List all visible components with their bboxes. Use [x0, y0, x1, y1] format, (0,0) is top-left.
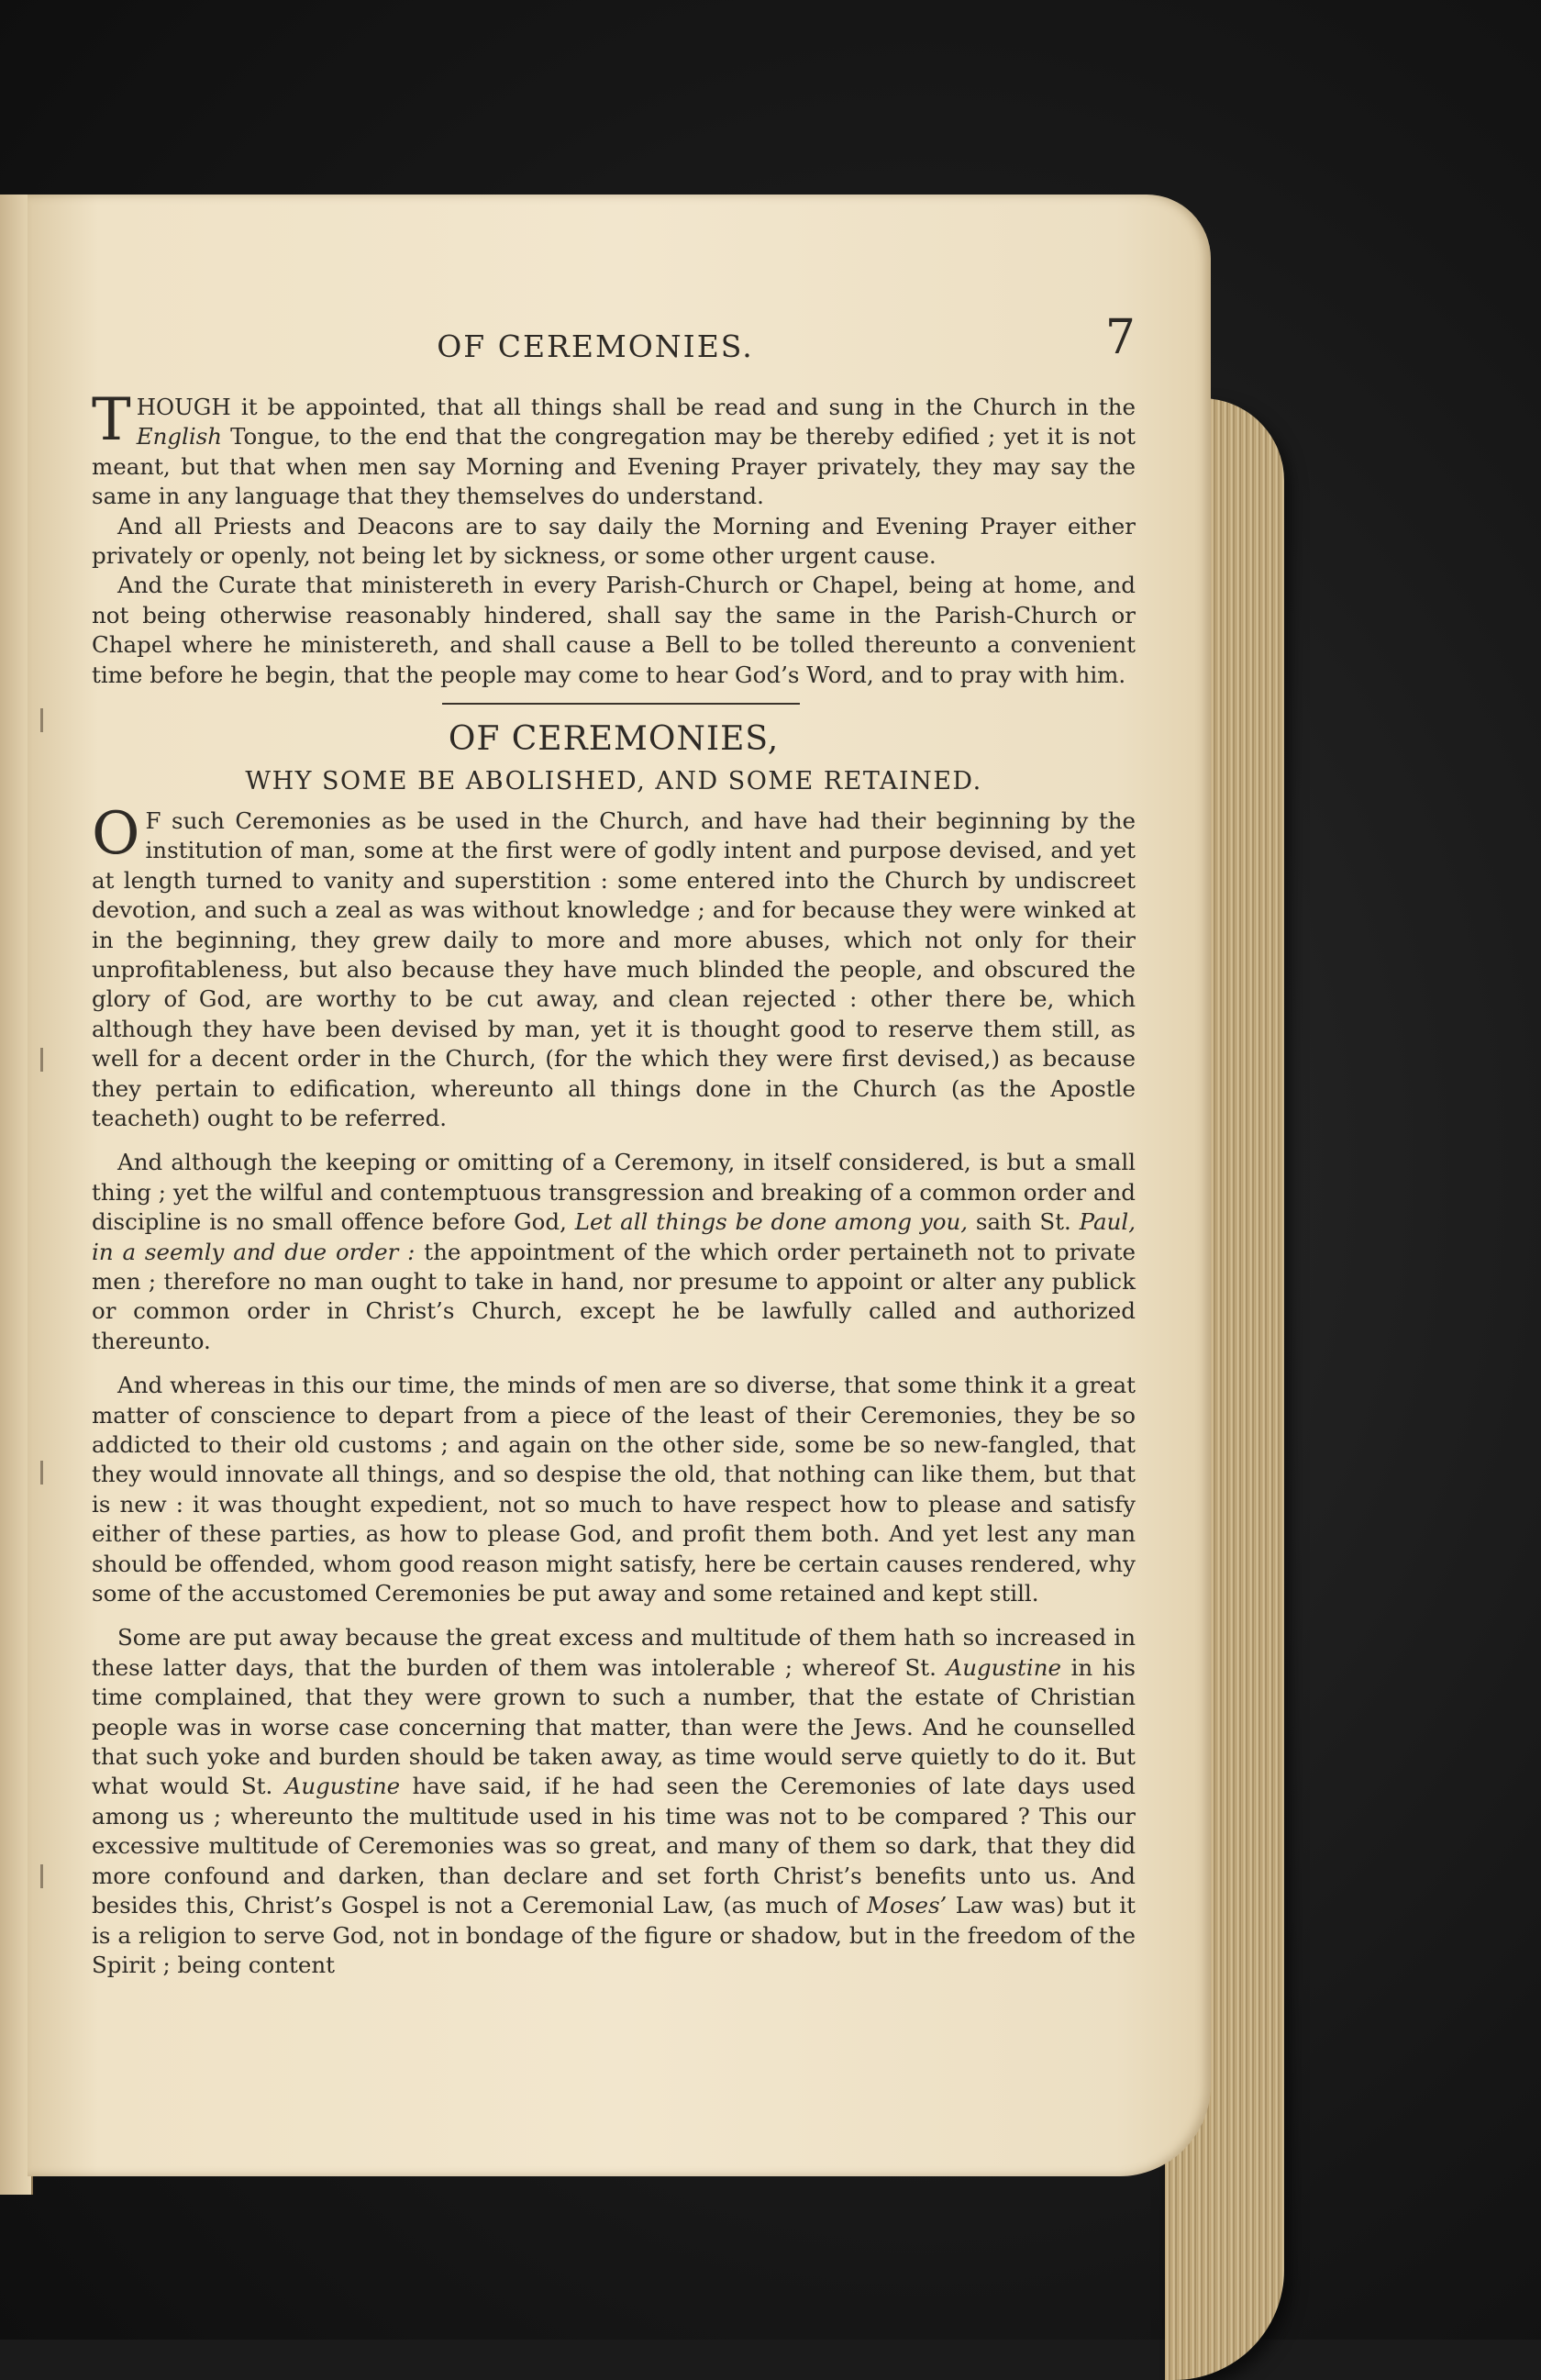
preface-paragraph-3: And the Curate that ministereth in every Parish-Church or Chapel, being at home, and not being otherwise reasonably hindered, shall say the same in the Parish-Church or Chapel where he ministereth, and shall cause a Bell to be tolled thereunto a convenient time before he begin, that the people may come to hear God’s Word, and to pray with him.: [92, 572, 1136, 688]
margin-mark: [40, 1864, 43, 1888]
body-paragraph-3: And whereas in this our time, the minds of men are so diverse, that some think it a great matter of conscience to depart from a piece of the least of their Ceremonies, they be so addicted to their old customs ; and again on the other side, some be so new-fangled, that they would innovate all things, and so despise the old, that nothing can like them, but that is new : it was thought expedient, not so much to have respect how to please and satisfy either of these parties, as how to please God, and profit them both. And yet lest any man should be offended, whom good reason might satisfy, here be certain causes rendered, why some of the accustomed Ceremonies be put away and some retained and kept still.: [92, 1372, 1136, 1607]
margin-mark: [40, 1048, 43, 1072]
section-divider: [442, 703, 800, 705]
section-subtitle: WHY SOME BE ABOLISHED, AND SOME RETAINED.: [245, 767, 982, 796]
body-paragraph-2: And although the keeping or omitting of a Ceremony, in itself considered, is but a small thing ; yet the wilful and contemptuous transgression and breaking of a common order and discipline is no small offence before God, Let all things be done among you, saith St. Paul, in a seemly and due order : the appointment of the which order pertaineth not to private men ; therefore no man ought to take in hand, nor presume to appoint or alter any publick or common order in Christ’s Church, except he be lawfully called and authorized thereunto.: [92, 1149, 1136, 1354]
running-head: OF CEREMONIES.: [437, 328, 754, 364]
body-paragraph-1: O F such Ceremonies as be used in the Church, and have had their beginning by the institution of man, some at the first were of godly intent and purpose devised, and yet at length turned to vanity and superstition : some entered into the Church by undiscreet devotion, and such a zeal as was without knowledge ; and for because they were winked at in the beginning, they grew daily to more and more abuses, which not only for their unprofitableness, but also because they have much blinded the people, and obscured the glory of God, are worthy to be cut away, and clean rejected : other there be, which although they have been devised by man, yet it is thought good to reserve them still, as well for a decent order in the Church, (for the which they were first devised,) as because they pertain to edification, whereunto all things done in the Church (as the Apostle teacheth) ought to be referred.: [92, 799, 1136, 1131]
drop-cap: T: [92, 386, 131, 454]
drop-cap: O: [92, 799, 140, 868]
book-page: [28, 195, 1211, 2176]
preface-paragraph-2: And all Priests and Deacons are to say daily the Morning and Evening Prayer either privately or openly, not being let by sickness, or some other urgent cause.: [92, 512, 1136, 570]
section-title: OF CEREMONIES,: [448, 720, 780, 759]
body-paragraph-4: Some are put away because the great excess and multitude of them hath so increased in these latter days, that the burden of them was intolerable ; whereof St. Augustine in his time complained, that they were grown to such a number, that the estate of Christian people was in worse case concerning that matter, than were the Jews. And he counselled that such yoke and burden should be taken away, as time would serve quietly to do it. But what would St. Augustine have said, if he had seen the Ceremonies of late days used among us ; whereunto the multitude used in his time was not to be compared ? This our excessive multitude of Ceremonies was so great, and many of them so dark, that they did more confound and darken, than declare and set forth Christ’s benefits unto us. And besides this, Christ’s Gospel is not a Ceremonial Law, (as much of Moses’ Law was) but it is a religion to serve God, not in bondage of the figure or shadow, but in the freedom of the Spirit ; being content: [92, 1624, 1136, 1978]
page-content: [92, 310, 1136, 1980]
book-page-block: [28, 195, 1257, 2195]
page-header: [92, 310, 1136, 376]
preface-paragraph-1: THOUGH it be appointed, that all things shall be read and sung in the Church in the English Tongue, to the end that the congregation may be thereby edified ; yet it is not meant, but that when men say Morning and Evening Prayer privately, they may say the same in any language that they themselves do understand.: [92, 386, 1136, 510]
margin-mark: [40, 708, 43, 732]
margin-mark: [40, 1461, 43, 1485]
page-number: 7: [1104, 310, 1136, 365]
